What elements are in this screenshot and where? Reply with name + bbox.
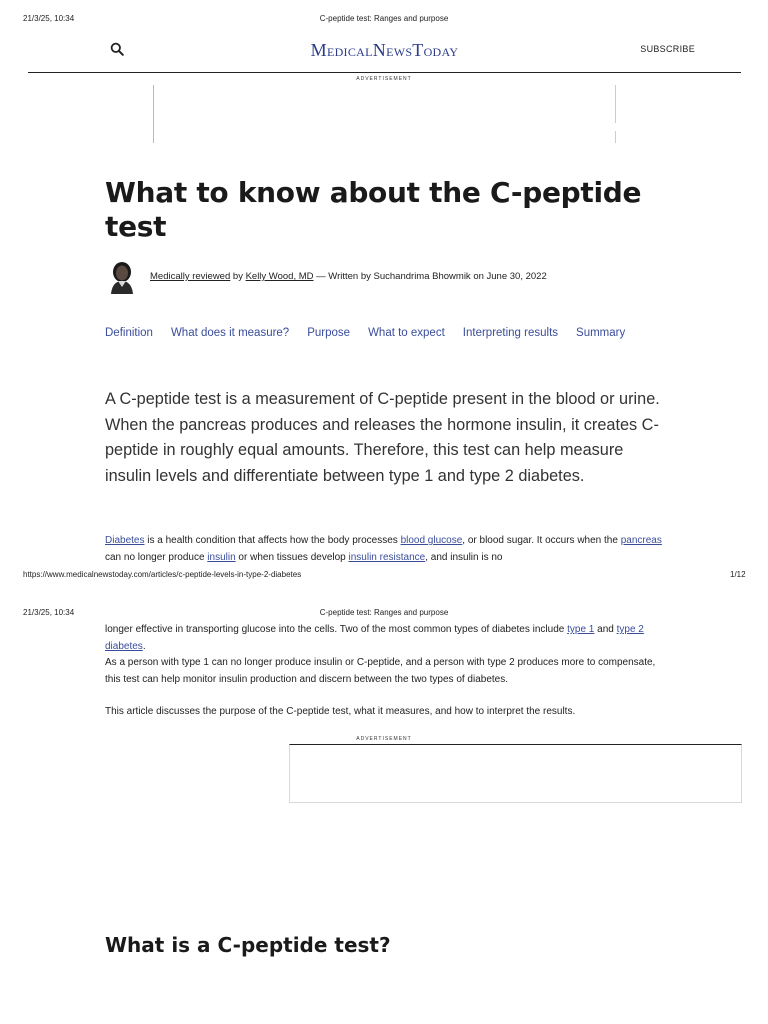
site-header (28, 36, 741, 73)
ad-label-bottom: ADVERTISEMENT (356, 736, 412, 742)
ad-label-top: ADVERTISEMENT (356, 76, 412, 82)
subscribe-link[interactable]: SUBSCRIBE (640, 44, 695, 54)
toc-interpreting-results[interactable]: Interpreting results (462, 327, 559, 339)
toc-what-to-expect[interactable]: What to expect (368, 327, 445, 339)
table-of-contents (105, 320, 645, 347)
link-insulin-resistance[interactable]: insulin resistance (348, 551, 426, 563)
paragraph-article-scope: This article discusses the purpose of the C-peptide test, what it measures, and how to interpret the results. (105, 706, 576, 717)
link-diabetes[interactable]: Diabetes (105, 535, 145, 546)
print-datetime: 21/3/25, 10:34 (23, 14, 75, 23)
byline: Medically reviewed by Kelly Wood, MD — Written by Suchandrima Bhowmik on June 30, 2022 (150, 271, 547, 282)
link-pancreas[interactable]: pancreas (620, 535, 662, 546)
article-title: What to know about the C-peptide test (105, 176, 642, 243)
ad-slot-bottom[interactable] (289, 744, 742, 803)
link-insulin[interactable]: insulin (207, 551, 236, 563)
reviewer-link[interactable]: Kelly Wood, MD (245, 271, 314, 282)
link-blood-glucose[interactable]: blood glucose (400, 535, 463, 546)
toc-summary[interactable]: Summary (576, 327, 626, 339)
link-type-2-diabetes[interactable]: type 2 diabetes (105, 624, 644, 652)
section-heading: What is a C-peptide test? (105, 933, 391, 957)
link-type-1[interactable]: type 1 (567, 624, 595, 635)
toc-purpose[interactable]: Purpose (307, 327, 351, 339)
print-datetime-2: 21/3/25, 10:34 (23, 608, 75, 617)
reviewer-avatar (105, 260, 139, 294)
paragraph-diabetes-continued: longer effective in transporting glucose into the cells. Two of the most common types of diabetes include type 1 and type 2 diabetes. (105, 624, 644, 652)
medically-reviewed-link[interactable]: Medically reviewed (150, 271, 231, 282)
ad-slot-top[interactable] (153, 85, 616, 143)
print-page-title: C-peptide test: Ranges and purpose (319, 14, 449, 23)
paragraph-diabetes: Diabetes is a health condition that affects how the body processes blood glucose, or blood sugar. It occurs when the pancreas can no longer produce insulin or when tissues develop insulin resistance, and insulin is no (105, 535, 662, 563)
paragraph-type-comparison: As a person with type 1 can no longer produce insulin or C-peptide, and a person with type 2 produces more to compensate, this test can help monitor insulin production and discern between the two types of diabetes. (105, 657, 656, 685)
article-lead: A C-peptide test is a measurement of C-peptide present in the blood or urine. When the pancreas produces and releases the hormone insulin, it creates C-peptide in roughly equal amounts. Therefore, this test can help measure insulin levels and differentiate between type 1 and type 2 diabetes. (105, 390, 660, 486)
print-page-number: 1/12 (730, 570, 746, 579)
print-url: https://www.medicalnewstoday.com/articles/c-peptide-levels-in-type-2-diabetes (23, 570, 302, 579)
print-page-title-2: C-peptide test: Ranges and purpose (319, 608, 449, 617)
toc-what-does-it-measure[interactable]: What does it measure? (170, 327, 290, 339)
toc-definition[interactable]: Definition (105, 327, 153, 339)
site-logo[interactable]: MEDICALNEWSTODAY (310, 40, 459, 60)
